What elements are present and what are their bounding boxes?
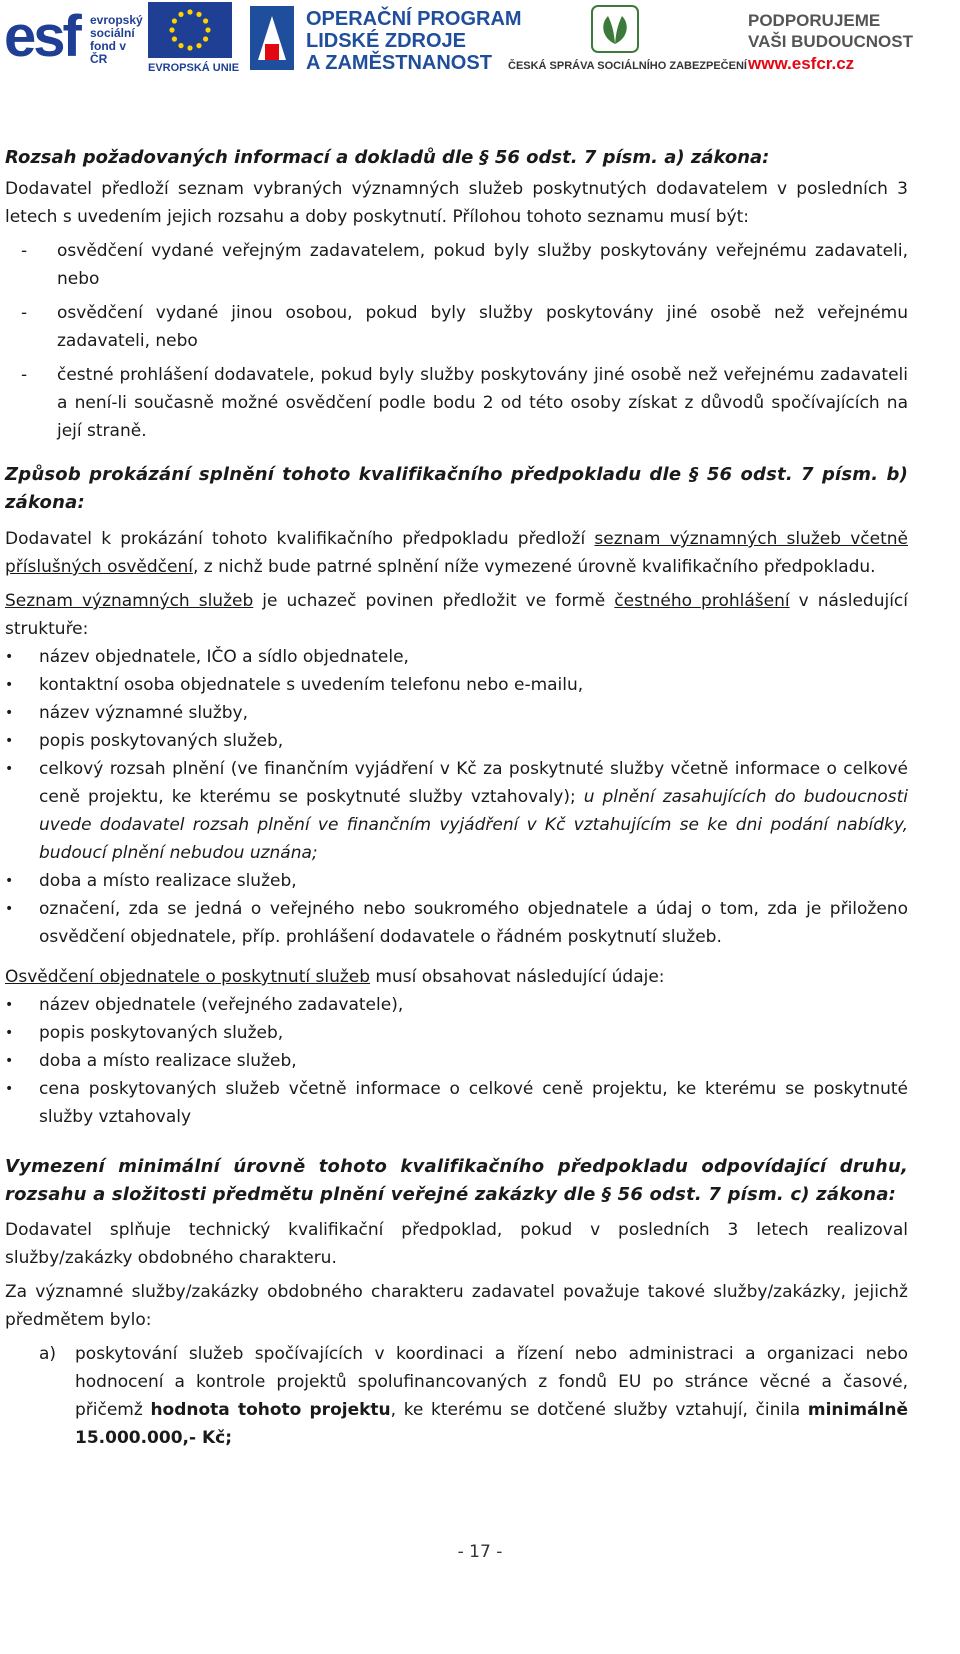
section-c-paragraph-1: Dodavatel splňuje technický kvalifikační předpoklad, pokud v posledních 3 letech realizoval služby/zakázky obdobného charakteru. <box>5 1220 908 1268</box>
page-number: - 17 - <box>457 1542 503 1562</box>
underlined-text: Seznam významných služeb <box>5 591 254 611</box>
podp-line-1: PODPORUJEME <box>748 11 881 30</box>
list-item-text: kontaktní osoba objednatele s uvedením telefonu nebo e-mailu, <box>39 675 584 695</box>
list-item <box>5 237 908 293</box>
section-b-paragraph-2 <box>5 587 908 643</box>
podporujeme-url: www.esfcr.cz <box>748 54 855 73</box>
esf-line-2: sociální <box>90 26 135 40</box>
bold-text: hodnota tohoto projektu <box>150 1400 391 1420</box>
list-item <box>5 755 908 867</box>
eu-flag-icon <box>148 2 232 58</box>
list-item <box>5 727 908 755</box>
op-logo <box>250 2 522 76</box>
list-item <box>5 991 908 1019</box>
document-body <box>5 144 908 1452</box>
section-c-heading: Vymezení minimální úrovně tohoto kvalifikačního předpokladu odpovídající druhu, rozsahu a složitosti předmětu plnění veřejné zakázky dle § 56 odst. 7 písm. c) zákona: <box>5 1156 908 1205</box>
eu-logo-text: EVROPSKÁ UNIE <box>148 62 240 74</box>
list-item-text: doba a místo realizace služeb, <box>39 871 297 891</box>
section-a-heading: Rozsah požadovaných informací a dokladů dle § 56 odst. 7 písm. a) zákona: <box>5 147 770 168</box>
section-b-structure-list <box>5 643 908 951</box>
section-a-list <box>5 237 908 445</box>
bullet-marker: • <box>5 705 14 721</box>
podporujeme-logo <box>748 2 958 76</box>
op-mark-icon <box>250 6 294 70</box>
list-item-text: osvědčení vydané veřejným zadavatelem, pokud byly služby poskytovány veřejnému zadavateli, nebo <box>57 241 908 289</box>
list-item <box>5 1340 908 1452</box>
dash-marker: - <box>21 241 28 261</box>
bullet-marker: • <box>5 873 14 889</box>
esf-line-3: fond v ČR <box>90 39 126 66</box>
list-item <box>5 643 908 671</box>
list-item-text: název významné služby, <box>39 703 249 723</box>
esf-line-1: evropský <box>90 13 143 27</box>
text: poskytování služeb spočívajících v koordinaci a řízení nebo administraci a organizaci nebo hodnocení a kontrole projektů spolufinancovaných z fondů EU po stránce věcné a časové, přičemž <box>75 1344 908 1420</box>
op-line-1: OPERAČNÍ PROGRAM <box>306 8 522 30</box>
esf-logo-text <box>90 14 144 66</box>
op-logo-text <box>306 8 522 74</box>
logo-bar <box>0 0 960 80</box>
list-item-text: doba a místo realizace služeb, <box>39 1051 297 1071</box>
list-item-text: název objednatele (veřejného zadavatele), <box>39 995 404 1015</box>
bullet-marker: • <box>5 733 14 749</box>
section-a-intro: Dodavatel předloží seznam vybraných významných služeb poskytnutých dodavatelem v posledních 3 letech s uvedením jejich rozsahu a doby poskytnutí. Přílohou tohoto seznamu musí být: <box>5 179 908 227</box>
op-line-3: A ZAMĚSTNANOST <box>306 52 492 74</box>
bullet-marker: • <box>5 649 14 665</box>
section-b-paragraph-1 <box>5 525 908 581</box>
list-item <box>5 1019 908 1047</box>
esf-logo <box>4 2 144 76</box>
bullet-marker: • <box>5 901 14 917</box>
esf-logo-letters: esf <box>4 4 79 69</box>
podp-line-2: VAŠI BUDOUCNOST <box>748 32 913 51</box>
list-item-text: čestné prohlášení dodavatele, pokud byly služby poskytovány jiné osobě než veřejnému zadavateli a není-li současně možné osvědčení podle bodu 2 od této osoby získat z důvodů spočívajících na její straně. <box>57 365 908 441</box>
bullet-marker: • <box>5 997 14 1013</box>
bullet-marker: • <box>5 677 14 693</box>
list-item <box>5 867 908 895</box>
alpha-marker: a) <box>39 1344 57 1364</box>
op-line-2: LIDSKÉ ZDROJE <box>306 30 467 52</box>
text: Dodavatel k prokázání tohoto kvalifikačního předpokladu předloží <box>5 529 595 549</box>
section-b-certificate-list <box>5 991 908 1131</box>
podporujeme-text <box>748 10 913 52</box>
list-item <box>5 671 908 699</box>
list-item-text: popis poskytovaných služeb, <box>39 731 284 751</box>
cssz-leaf-icon <box>590 4 640 54</box>
bullet-marker: • <box>5 761 14 777</box>
list-item <box>5 1047 908 1075</box>
bold-text: minimálně 15.000.000,- Kč; <box>75 1400 908 1448</box>
cssz-logo-text: ČESKÁ SPRÁVA SOCIÁLNÍHO ZABEZPEČENÍ <box>508 60 747 72</box>
list-item-text: cena poskytovaných služeb včetně informace o celkové ceně projektu, ke kterému se poskytnuté služby vztahovaly <box>39 1079 908 1127</box>
list-item <box>5 699 908 727</box>
cssz-logo <box>508 2 747 76</box>
text: musí obsahovat následující údaje: <box>370 967 665 987</box>
text: je uchazeč povinen předložit ve formě <box>253 591 615 611</box>
list-item-text: celkový rozsah plnění (ve finančním vyjádření v Kč za poskytnuté služby včetně informace o celkové ceně projektu, ke kterému se poskytnuté služby vztahovaly); <box>39 759 908 807</box>
list-item-text: osvědčení vydané jinou osobou, pokud byly služby poskytovány jiné osobě než veřejnému zadavateli, nebo <box>57 303 908 351</box>
dash-marker: - <box>21 365 28 385</box>
list-item <box>5 895 908 951</box>
list-item-text: popis poskytovaných služeb, <box>39 1023 284 1043</box>
section-b-paragraph-3 <box>5 963 908 991</box>
section-c-list <box>5 1340 908 1452</box>
text: v následující struktuře: <box>5 591 909 639</box>
list-item <box>5 1075 908 1131</box>
list-item-text: označení, zda se jedná o veřejného nebo soukromého objednatele a údaj o tom, zda je přiloženo osvědčení objednatele, příp. prohlášení dodavatele o řádném poskytnutí služeb. <box>39 899 908 947</box>
italic-text: u plnění zasahujících do budoucnosti uvede dodavatel rozsah plnění ve finančním vyjádření v Kč vztahujícím se ke dni podání nabídky, budoucí plnění nebudou uznána; <box>39 787 908 863</box>
underlined-text: Osvědčení objednatele o poskytnutí služeb <box>5 967 371 987</box>
underlined-text: čestného prohlášení <box>614 591 790 611</box>
text: , ke kterému se dotčené služby vztahují, činila <box>390 1400 808 1420</box>
eu-logo <box>148 2 238 76</box>
bullet-marker: • <box>5 1025 14 1041</box>
text: , z nichž bude patrné splnění níže vymezené úrovně kvalifikačního předpokladu. <box>192 557 876 577</box>
list-item-text: název objednatele, IČO a sídlo objednatele, <box>39 647 409 667</box>
list-item <box>5 299 908 355</box>
list-item <box>5 361 908 445</box>
bullet-marker: • <box>5 1053 14 1069</box>
section-b-heading: Způsob prokázání splnění tohoto kvalifikačního předpokladu dle § 56 odst. 7 písm. b) zákona: <box>5 464 908 513</box>
section-c-paragraph-2: Za významné služby/zakázky obdobného charakteru zadavatel považuje takové služby/zakázky, jejichž předmětem bylo: <box>5 1282 908 1330</box>
bullet-marker: • <box>5 1081 14 1097</box>
dash-marker: - <box>21 303 28 323</box>
underlined-text: seznam významných služeb včetně příslušných osvědčení <box>5 529 909 577</box>
